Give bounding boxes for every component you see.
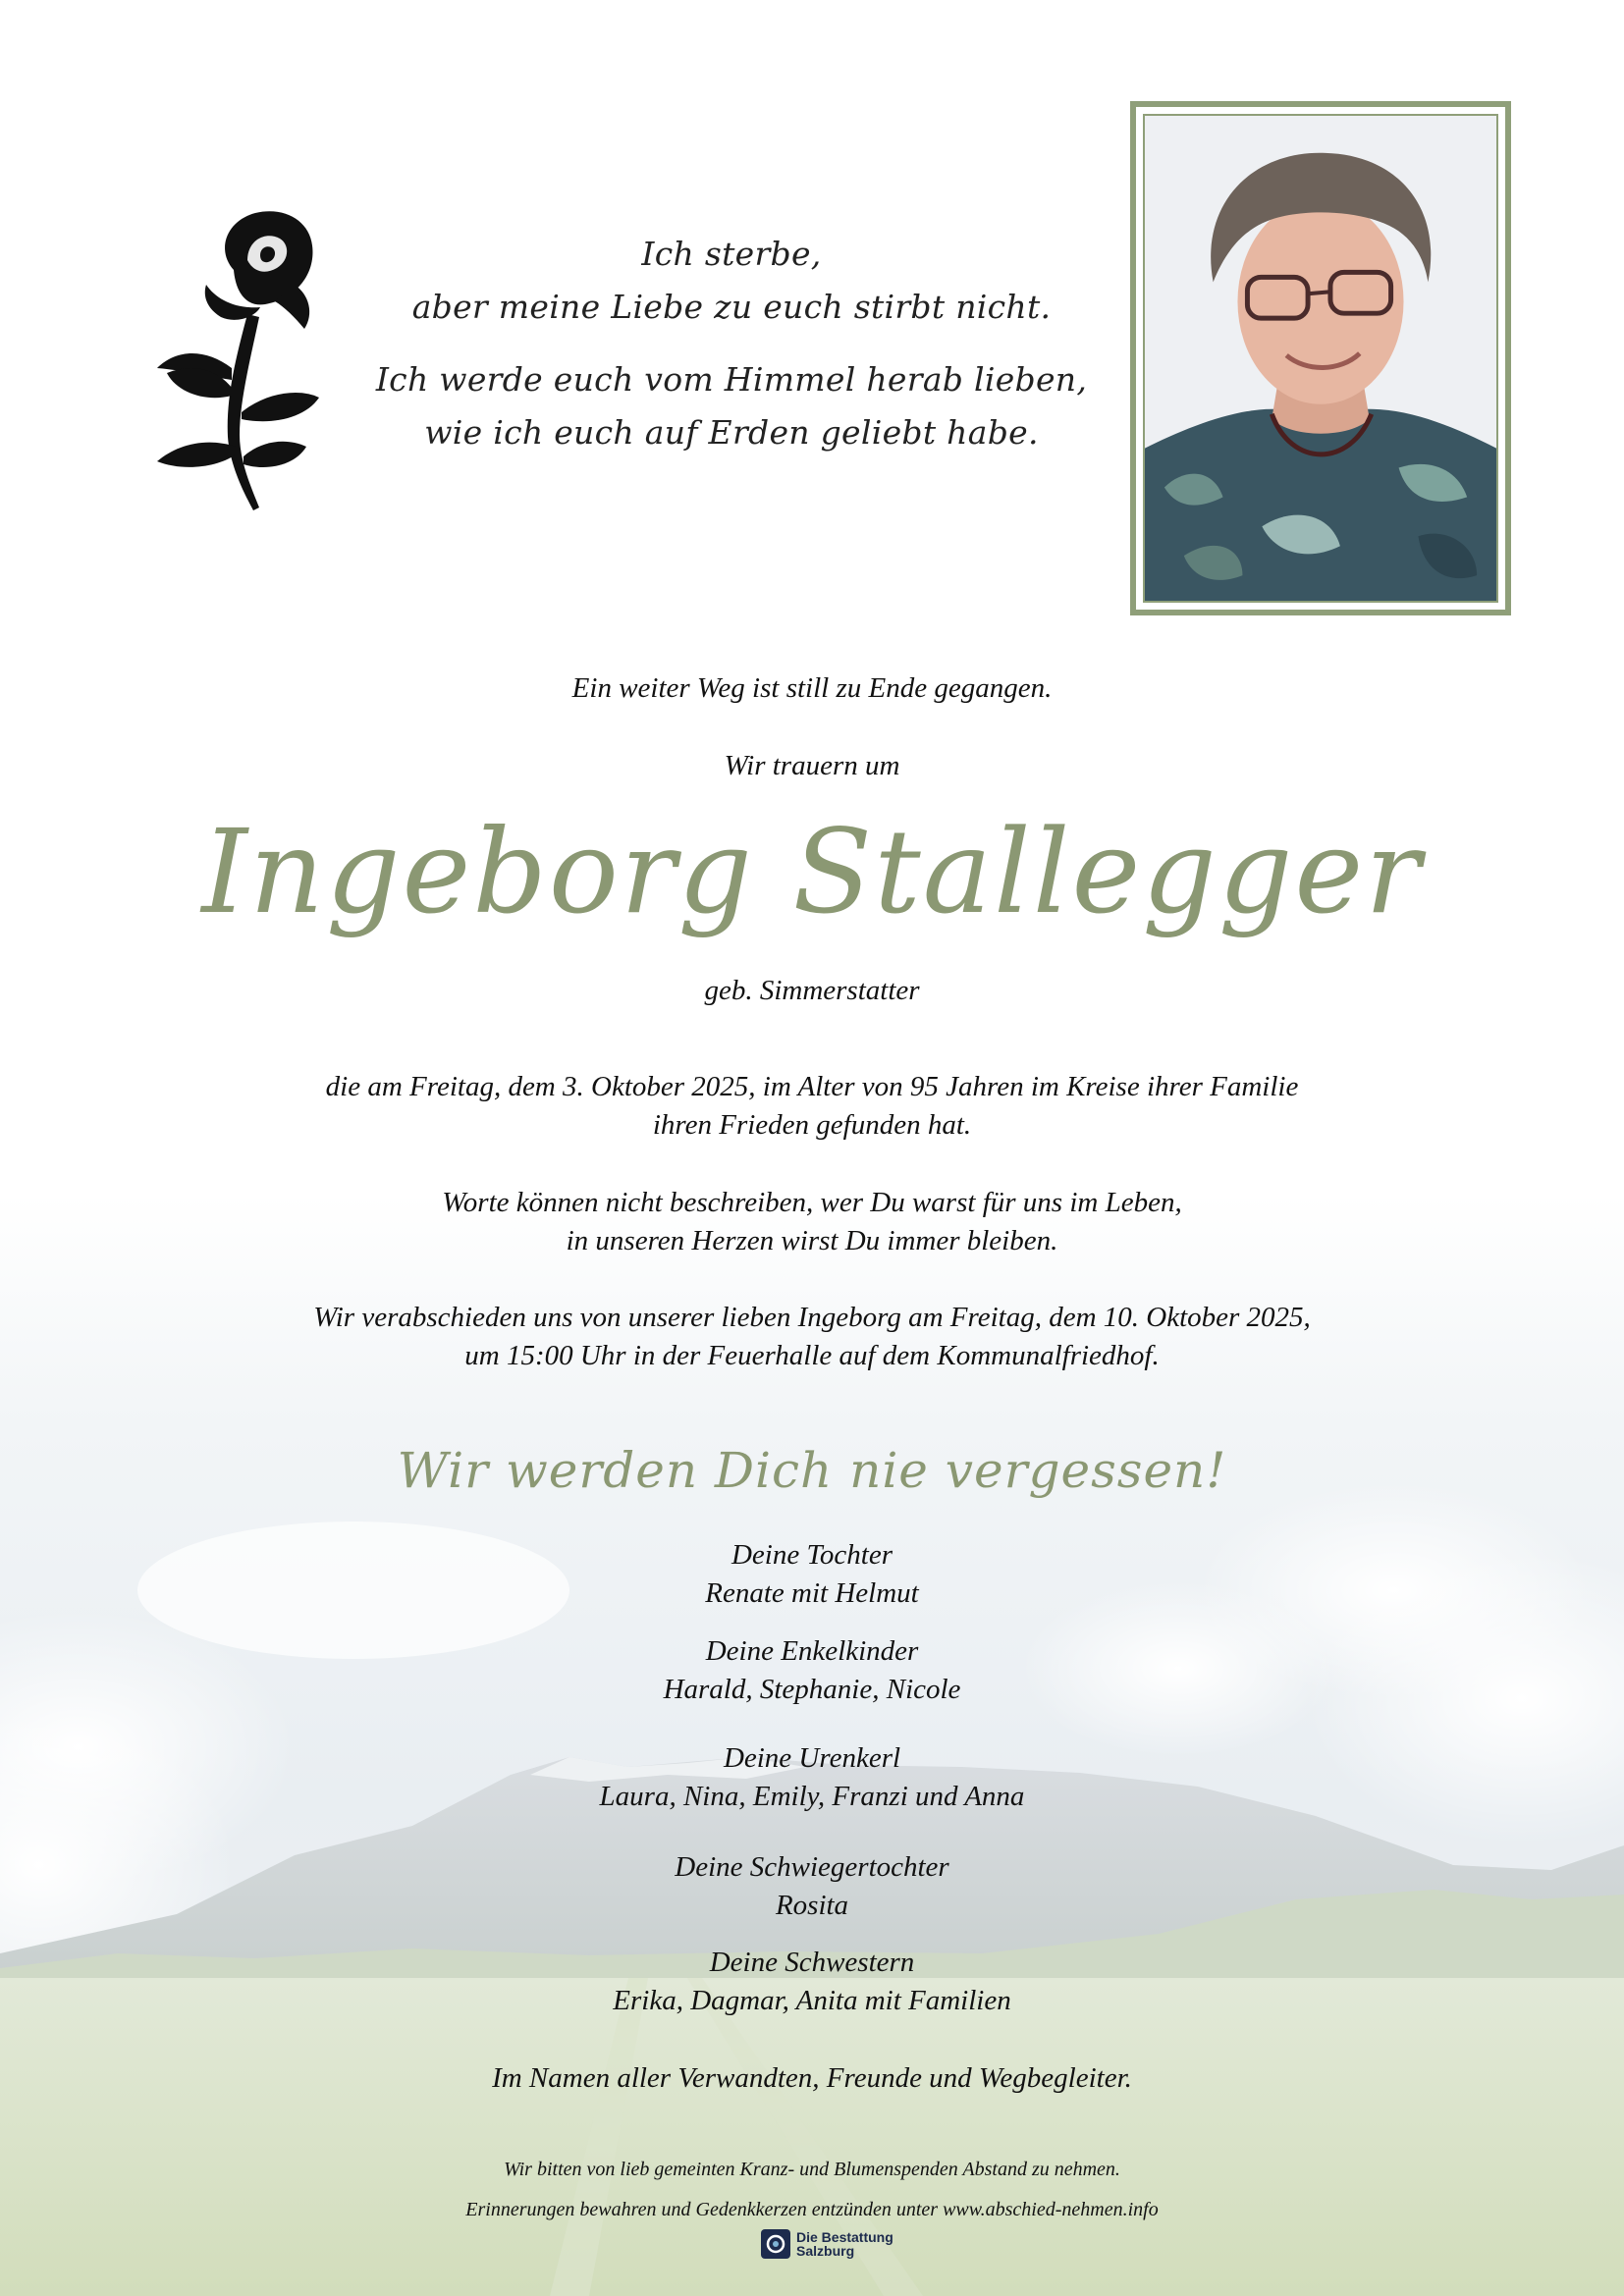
quote-line-2: in unseren Herzen wirst Du immer bleiben. <box>566 1225 1058 1256</box>
quote-line-1: Worte können nicht beschreiben, wer Du warst für uns im Leben, <box>442 1187 1182 1218</box>
bestattung-logo-icon <box>761 2229 790 2259</box>
death-line-1: die am Freitag, dem 3. Oktober 2025, im Alter von 95 Jahren im Kreise ihrer Familie <box>325 1071 1299 1102</box>
family-group-daughter <box>0 1536 1624 1613</box>
poem-line: wie ich euch auf Erden geliebt habe. <box>424 413 1039 452</box>
memories-note: Erinnerungen bewahren und Gedenkkerzen entzünden unter www.abschied-nehmen.info <box>465 2199 1159 2220</box>
family-names: Rosita <box>775 1890 849 1921</box>
rose-icon <box>137 201 353 515</box>
logo-text <box>796 2230 893 2258</box>
family-group-daughter-in-law <box>0 1848 1624 1925</box>
logo-line-1: Die Bestattung <box>796 2229 893 2245</box>
portrait-frame <box>1130 101 1511 615</box>
family-role: Deine Tochter <box>731 1539 893 1571</box>
mourn-text: Wir trauern um <box>724 750 900 781</box>
family-role: Deine Urenkerl <box>723 1742 901 1774</box>
poem-line: aber meine Liebe zu euch stirbt nicht. <box>411 288 1052 326</box>
funeral-home-logo <box>761 2226 893 2262</box>
motto: Wir werden Dich nie vergessen! <box>397 1442 1227 1499</box>
poem <box>373 228 1090 479</box>
birth-name: geb. Simmerstatter <box>704 975 920 1006</box>
poem-stanza-1 <box>373 228 1090 334</box>
logo-line-2: Salzburg <box>796 2243 855 2259</box>
family-names: Laura, Nina, Emily, Franzi und Anna <box>599 1781 1025 1812</box>
family-names: Harald, Stephanie, Nicole <box>663 1674 961 1705</box>
farewell-info <box>0 1299 1624 1375</box>
quote <box>0 1184 1624 1260</box>
deceased-name: Ingeborg Stallegger <box>201 804 1423 939</box>
death-info <box>0 1068 1624 1145</box>
farewell-line-1: Wir verabschieden uns von unserer lieben Ingeborg am Freitag, dem 10. Oktober 2025, <box>313 1302 1311 1333</box>
family-role: Deine Schwiegertochter <box>675 1851 949 1883</box>
family-group-sisters <box>0 1944 1624 2020</box>
family-role: Deine Enkelkinder <box>705 1635 919 1667</box>
family-group-grandchildren <box>0 1632 1624 1709</box>
poem-stanza-2 <box>373 353 1090 459</box>
family-group-great-grandchildren <box>0 1739 1624 1816</box>
closing-text: Im Namen aller Verwandten, Freunde und Wegbegleiter. <box>492 2062 1132 2094</box>
poem-line: Ich werde euch vom Himmel herab lieben, <box>375 360 1088 399</box>
family-role: Deine Schwestern <box>709 1947 915 1978</box>
intro-text: Ein weiter Weg ist still zu Ende gegangen. <box>571 672 1053 704</box>
death-line-2: ihren Frieden gefunden hat. <box>652 1109 972 1141</box>
family-names: Renate mit Helmut <box>705 1577 919 1609</box>
family-names: Erika, Dagmar, Anita mit Familien <box>613 1985 1011 2016</box>
poem-line: Ich sterbe, <box>641 235 822 273</box>
flowers-note: Wir bitten von lieb gemeinten Kranz- und Blumenspenden Abstand zu nehmen. <box>504 2159 1120 2180</box>
portrait-photo <box>1143 114 1498 603</box>
farewell-line-2: um 15:00 Uhr in der Feuerhalle auf dem Kommunalfriedhof. <box>464 1340 1160 1371</box>
